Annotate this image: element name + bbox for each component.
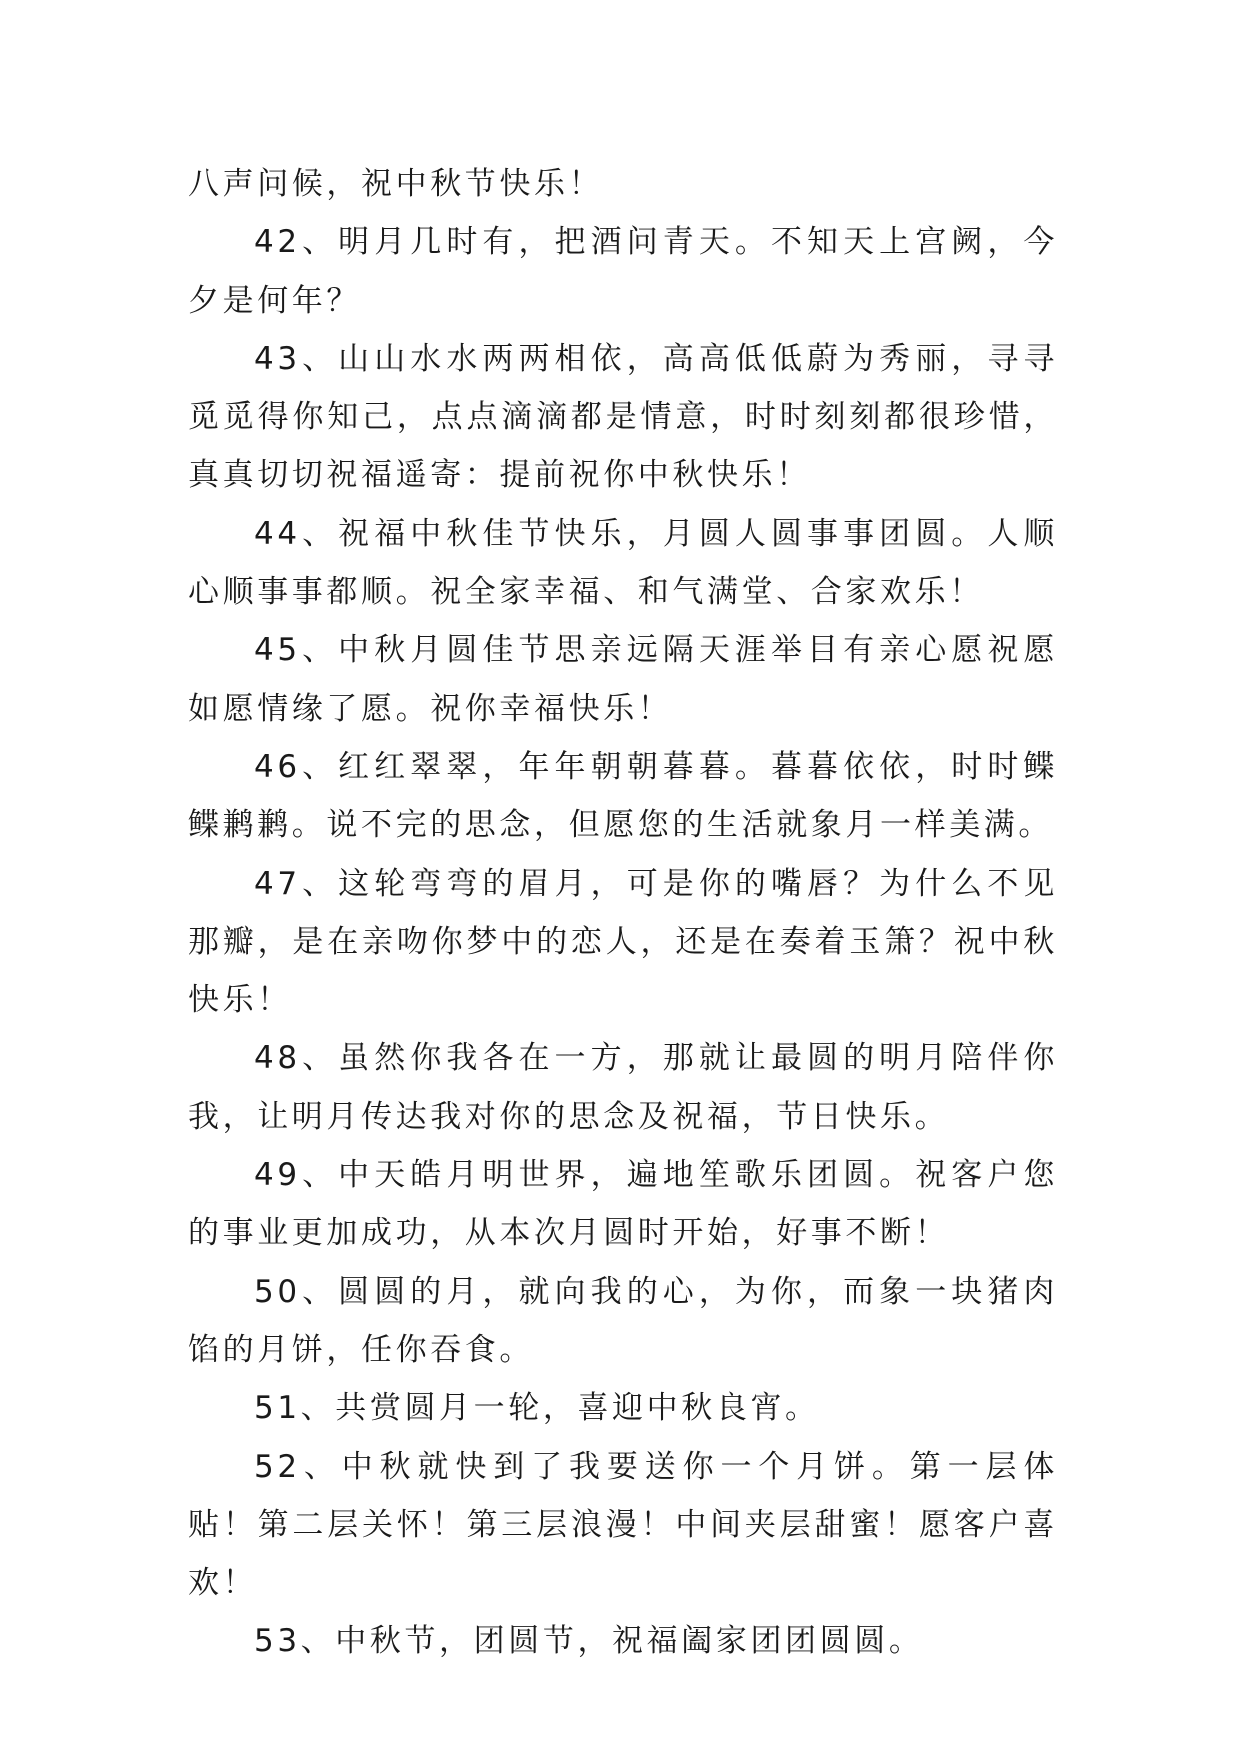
document-body xyxy=(188,155,1058,1671)
paragraph-52: 52、中秋就快到了我要送你一个月饼。第一层体贴！第二层关怀！第三层浪漫！中间夹层甜蜜！愿客户喜欢！ xyxy=(188,1448,1058,1602)
paragraph-47: 47、这轮弯弯的眉月，可是你的嘴唇？为什么不见那瓣，是在亲吻你梦中的恋人，还是在奏着玉箫？祝中秋快乐！ xyxy=(188,865,1058,1019)
paragraph-53: 53、中秋节，团圆节，祝福阖家团团圆圆。 xyxy=(254,1623,924,1660)
paragraph-42: 42、明月几时有，把酒问青天。不知天上宫阙，今夕是何年？ xyxy=(188,224,1058,319)
paragraph-44: 44、祝福中秋佳节快乐，月圆人圆事事团圆。人顺心顺事事都顺。祝全家幸福、和气满堂、合家欢乐！ xyxy=(188,515,1058,611)
paragraph-48: 48、虽然你我各在一方，那就让最圆的明月陪伴你我，让明月传达我对你的思念及祝福，节日快乐。 xyxy=(188,1040,1058,1135)
paragraph-continuation: 八声问候，祝中秋节快乐！ xyxy=(188,166,604,202)
paragraph-46: 46、红红翠翠，年年朝朝暮暮。暮暮依依，时时鲽鲽鹣鹣。说不完的思念，但愿您的生活就象月一样美满。 xyxy=(188,748,1058,844)
paragraph-50: 50、圆圆的月，就向我的心，为你，而象一块猪肉馅的月饼，任你吞食。 xyxy=(188,1273,1058,1368)
paragraph-51: 51、共赏圆月一轮，喜迎中秋良宵。 xyxy=(254,1390,820,1427)
paragraph-49: 49、中天皓月明世界，遍地笙歌乐团圆。祝客户您的事业更加成功，从本次月圆时开始，好事不断！ xyxy=(188,1157,1058,1252)
paragraph-45: 45、中秋月圆佳节思亲远隔天涯举目有亲心愿祝愿如愿情缘了愿。祝你幸福快乐！ xyxy=(188,632,1058,727)
paragraph-43: 43、山山水水两两相依，高高低低蔚为秀丽，寻寻觅觅得你知己，点点滴滴都是情意，时时刻刻都很珍惜，真真切切祝福遥寄：提前祝你中秋快乐！ xyxy=(188,340,1058,494)
